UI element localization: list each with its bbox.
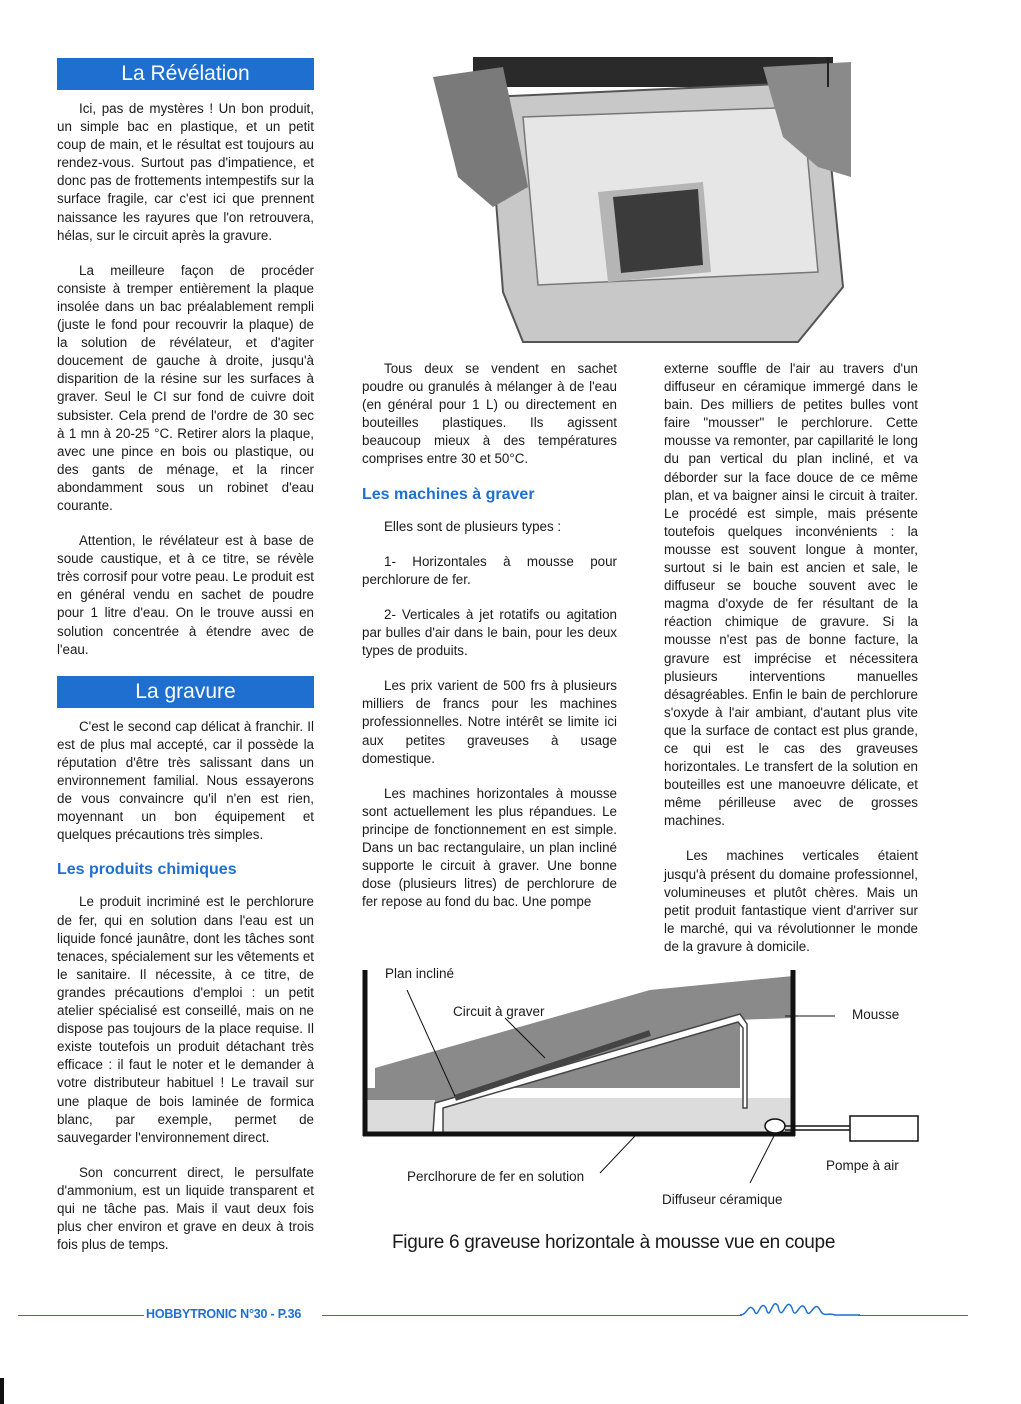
label-mousse: Mousse (852, 1007, 900, 1022)
section-title-revelation: La Révélation (57, 58, 314, 90)
paragraph: Son concurrent direct, le persulfate d'ammonium, est un liquide transparent et qui ne tâche pas. Mais il vaut deux fois plus cher environ et grave en deux à trois fois plus de temps. (57, 1164, 314, 1253)
subheading-machines: Les machines à graver (362, 485, 535, 503)
paragraph: 1- Horizontales à mousse pour perchlorure de fer. (362, 553, 617, 587)
subheading-produits-chimiques: Les produits chimiques (57, 861, 237, 879)
footer-rule-left (18, 1315, 144, 1316)
section-title-gravure: La gravure (57, 676, 314, 708)
label-perchlorure: Perclhorure de fer en solution (407, 1169, 585, 1184)
label-pompe: Pompe à air (826, 1158, 899, 1173)
figure-graveuse-diagram (355, 958, 921, 1216)
label-diffuseur: Diffuseur céramique (662, 1192, 783, 1207)
footer-page-info: HOBBYTRONIC N°30 - P.36 (146, 1307, 302, 1321)
column-left (57, 58, 314, 1271)
paragraph: Tous deux se vendent en sachet poudre ou granulés à mélanger à de l'eau (en général pour 1 L) ou directement en bouteilles plastiques. Ils agissent beaucoup mieux à des températures comprises entre 30 et 50°C. (362, 361, 617, 467)
label-plan-incline: Plan incliné (385, 966, 455, 981)
paragraph: 2- Verticales à jet rotatifs ou agitation par bulles d'air dans le bain, pour les deux types de produits. (362, 606, 617, 659)
paragraph: externe souffle de l'air au travers d'un diffuseur en céramique immergé dans le bain. Des milliers de petites bulles vont faire "mousser" le perchlorure. Cette mousse va remonter, par capillarité le long du pan vertical du plan incliné, et va déborder sur la face douce de ce même plan, et va baigner ainsi le circuit à traiter. Le procédé est simple, mais présente toutefois quelques inconvénients : la mousse est souvent longue à monter, surtout si le bain est ancien et sale, le diffuseur se bouche souvent avec le magma d'oxyde de fer résultant de la réaction chimique de gravure. Si la mousse n'est pas de bonne facture, la gravure est imprécise et nécessitera plusieurs interventions manuelles désagréables. Enfin le bain de perchlorure s'oxyde à l'air ambiant, d'autant plus vite que la surface de contact est plus grande, ce qui est le cas des graveuses horizontales. Le transfert de la solution en bouteilles est une manoeuvre délicate, et même périlleuse avec de grosses machines. (664, 361, 918, 829)
footer-rule-right (858, 1315, 968, 1316)
photo-developing-tray (433, 57, 851, 345)
figure-caption: Figure 6 graveuse horizontale à mousse vue en coupe (392, 1232, 836, 1253)
signal-wave-icon (740, 1290, 860, 1330)
footer-rule-middle (322, 1315, 742, 1316)
column-right (664, 360, 918, 973)
paragraph: Ici, pas de mystères ! Un bon produit, un simple bac en plastique, et un petit coup de main, et le résultat est toujours au rendez-vous. Surtout pas d'impatience, et donc pas de frottements intempestifs sur la surface fragile, car c'est ici que prennent naissance les rayures que l'on retrouvera, hélas, sur le circuit après la gravure. (57, 101, 314, 243)
paragraph: C'est le second cap délicat à franchir. Il est de plus mal accepté, car il possède la réputation d'être très salissant dans un environnement familial. Nous essayerons de vous convaincre qu'il n'en est rien, moyennant un bon équipement et quelques précautions très simples. (57, 718, 314, 843)
paragraph: Les prix varient de 500 frs à plusieurs milliers de francs pour les machines professionnelles. Notre intérêt se limite ici aux petites graveuses à usage domestique. (362, 678, 617, 766)
label-circuit: Circuit à graver (453, 1004, 545, 1019)
scan-edge-mark (0, 1378, 4, 1404)
paragraph: Les machines verticales étaient jusqu'à présent du domaine professionnel, volumineuses et plutôt chères. Mais un petit produit fantastique vient d'arriver sur le marché, qui va révolutionner le monde de la gravure à domicile. (664, 848, 918, 954)
paragraph: La meilleure façon de procéder consiste à tremper entièrement la plaque insolée dans un bac préalablement rempli (juste le fond pour recouvrir la plaque) de la solution de révélateur, et d'agiter doucement de gauche à droite, jusqu'à disparition de la résine sur les surfaces à graver. Seul le CI sur fond de cuivre doit subsister. Cela prend de l'ordre de 30 sec à 1 mn à 20-25 °C. Retirer alors la plaque, avec une pince en bois ou plastique, ou des gants de ménage, et la rincer abondamment sous un robinet d'eau courante. (57, 262, 314, 513)
paragraph: Attention, le révélateur est à base de soude caustique, et à ce titre, se révèle très corrosif pour votre peau. Le produit est en général vendu en sachet de poudre pour 1 litre d'eau. On le trouve aussi en solution concentrée à étendre avec de l'eau. (57, 533, 314, 657)
paragraph: Elles sont de plusieurs types : (384, 518, 562, 534)
paragraph: Les machines horizontales à mousse sont actuellement les plus répandues. Le principe de fonctionnement en est simple. Dans un bac rectangulaire, un plan incliné supporte le circuit à graver. Une bonne dose (plusieurs litres) de perchlorure de fer repose au fond du bac. Une pompe (362, 785, 617, 910)
column-middle (362, 360, 617, 928)
paragraph: Le produit incriminé est le perchlorure de fer, qui en solution dans l'eau est un liquide foncé jaunâtre, dont les tâches sont tenaces, spécialement sur les vêtements et le sanitaire. Il nécessite, à ce titre, de grandes précautions d'emploi : un petit atelier spécialisé est conseillé, mais on ne dispose pas toujours de la place requise. Il existe toutefois un produit détachant très efficace : il faut le noter et le demander à votre distributeur habituel ! Le travail sur une plaque de bois laminée de formica blanc, par exemple, permet de sauvegarder l'environnement direct. (57, 894, 314, 1145)
